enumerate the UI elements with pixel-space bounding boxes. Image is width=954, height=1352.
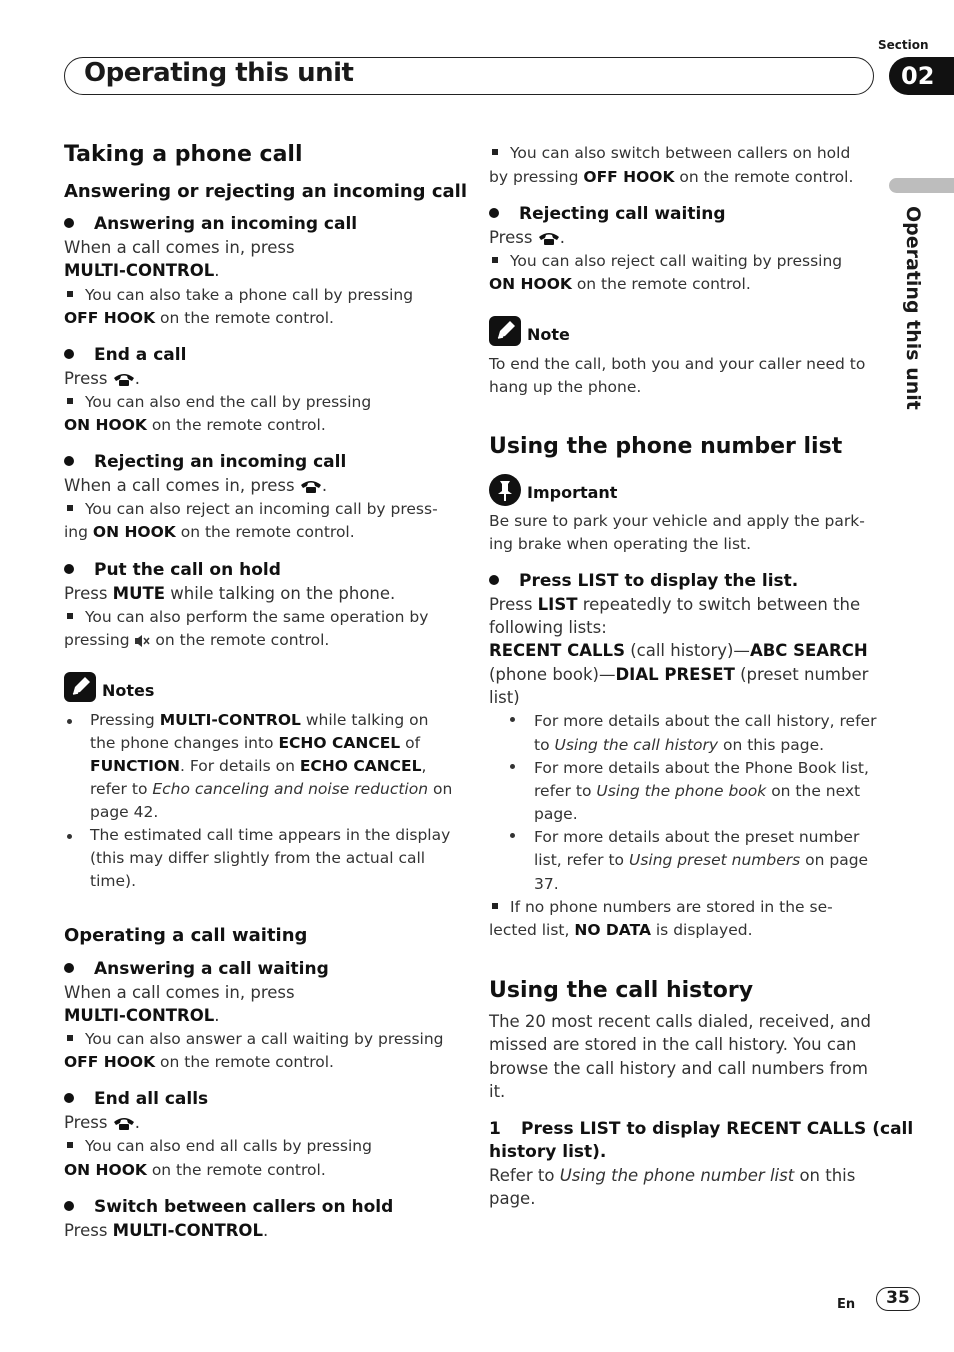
- text-line: page.: [489, 1189, 536, 1208]
- text-line: For more details about the Phone Book list,: [534, 759, 869, 777]
- note-line: lected list, NO DATA is displayed.: [489, 921, 753, 939]
- bullet-dot: [489, 208, 499, 218]
- item-put-on-hold: Put the call on hold: [64, 560, 281, 580]
- bullet-dot: [64, 963, 74, 973]
- item-press-list: Press LIST to display the list.: [489, 571, 798, 591]
- mute-icon: [134, 634, 150, 648]
- text-line: When a call comes in, press: [64, 238, 295, 257]
- text-line: For more details about the preset number: [534, 828, 860, 846]
- text-line: The 20 most recent calls dialed, received, and: [489, 1012, 871, 1031]
- bullet-dot: [64, 456, 74, 466]
- square-bullet: [492, 149, 498, 155]
- section-number: 02: [889, 57, 954, 95]
- square-bullet: [492, 257, 498, 263]
- text-line: (phone book)—DIAL PRESET (preset number: [489, 665, 869, 684]
- text-line: When a call comes in, press: [64, 983, 295, 1002]
- note-line: ing ON HOOK on the remote control.: [64, 523, 355, 541]
- text-line: 37.: [534, 875, 559, 893]
- item-end-call: End a call: [64, 345, 186, 365]
- heading-taking-phone-call: Taking a phone call: [64, 142, 303, 167]
- square-bullet: [67, 1142, 73, 1148]
- text-line: Press .: [64, 1113, 140, 1132]
- text-line: Press .: [64, 369, 140, 388]
- heading-answer-reject: Answering or rejecting an incoming call: [64, 181, 467, 202]
- text-line: MULTI-CONTROL.: [64, 1006, 220, 1025]
- heading-phone-number-list: Using the phone number list: [489, 434, 843, 459]
- note-line: ON HOOK on the remote control.: [64, 416, 326, 434]
- note-line: ON HOOK on the remote control.: [64, 1161, 326, 1179]
- text-line: To end the call, both you and your caller need to: [489, 355, 866, 373]
- phone-icon: [113, 1115, 135, 1131]
- bullet-dot: [64, 218, 74, 228]
- page-title: Operating this unit: [84, 58, 354, 88]
- text-line: list, refer to Using preset numbers on page: [534, 851, 869, 869]
- text-line: page.: [534, 805, 578, 823]
- text-line: missed are stored in the call history. You can: [489, 1035, 857, 1054]
- text-line: refer to Using the phone book on the next: [534, 782, 861, 800]
- text-line: MULTI-CONTROL.: [64, 261, 220, 280]
- note-line: You can also reject call waiting by pressing: [489, 252, 842, 270]
- square-bullet: [67, 613, 73, 619]
- text-line: Press MUTE while talking on the phone.: [64, 584, 396, 603]
- side-tab-marker: [889, 178, 954, 193]
- note-line: You can also answer a call waiting by pressing: [64, 1030, 444, 1048]
- side-section-text: Operating this unit: [902, 206, 924, 410]
- text-line: RECENT CALLS (call history)—ABC SEARCH: [489, 641, 868, 660]
- text-line: hang up the phone.: [489, 378, 642, 396]
- text-line: it.: [489, 1082, 506, 1101]
- bullet-dot: [64, 1093, 74, 1103]
- list-bullet: [510, 759, 515, 777]
- list-bullet: [510, 712, 515, 730]
- item-answer-incoming: Answering an incoming call: [64, 214, 357, 234]
- text-line: Press .: [489, 228, 565, 247]
- bullet-dot: [489, 575, 499, 585]
- text-line: Be sure to park your vehicle and apply the park-: [489, 512, 865, 530]
- note-line: pressing on the remote control.: [64, 631, 330, 649]
- item-answer-waiting: Answering a call waiting: [64, 959, 329, 979]
- step-1: 1 Press LIST to display RECENT CALLS (call: [489, 1119, 914, 1139]
- note-line: OFF HOOK on the remote control.: [64, 1053, 334, 1071]
- list-bullet: [67, 719, 72, 724]
- heading-call-history: Using the call history: [489, 978, 754, 1003]
- important-pin-icon: [489, 474, 521, 506]
- list-bullet: [67, 834, 72, 839]
- note-line: You can also switch between callers on hold: [489, 144, 850, 162]
- text-line: browse the call history and call numbers from: [489, 1059, 868, 1078]
- phone-icon: [300, 478, 322, 494]
- notes-header: Notes: [64, 672, 154, 702]
- text-line: Press MULTI-CONTROL.: [64, 1221, 269, 1240]
- note-line: If no phone numbers are stored in the se-: [489, 898, 833, 916]
- square-bullet: [67, 1035, 73, 1041]
- note-line: You can also take a phone call by pressing: [64, 286, 413, 304]
- bullet-dot: [64, 564, 74, 574]
- text-line: Refer to Using the phone number list on this: [489, 1166, 856, 1185]
- bullet-dot: [64, 349, 74, 359]
- page-number: 35: [876, 1287, 920, 1311]
- phone-icon: [113, 371, 135, 387]
- note-line: ON HOOK on the remote control.: [489, 275, 751, 293]
- list-bullet: [510, 828, 515, 846]
- text-line: For more details about the call history, refer: [534, 712, 877, 730]
- square-bullet: [67, 398, 73, 404]
- item-switch-callers: Switch between callers on hold: [64, 1197, 393, 1217]
- square-bullet: [492, 903, 498, 909]
- note-line: by pressing OFF HOOK on the remote control.: [489, 168, 854, 186]
- text-line: ing brake when operating the list.: [489, 535, 752, 553]
- note-line: You can also end all calls by pressing: [64, 1137, 372, 1155]
- text-line: to Using the call history on this page.: [534, 736, 825, 754]
- square-bullet: [67, 505, 73, 511]
- item-reject-waiting: Rejecting call waiting: [489, 204, 726, 224]
- item-end-all-calls: End all calls: [64, 1089, 208, 1109]
- note-header: Note: [489, 316, 570, 346]
- item-reject-incoming: Rejecting an incoming call: [64, 452, 346, 472]
- note-line: You can also reject an incoming call by press-: [64, 500, 438, 518]
- text-line: Press LIST repeatedly to switch between the: [489, 595, 861, 614]
- phone-icon: [538, 230, 560, 246]
- square-bullet: [67, 291, 73, 297]
- note-line: OFF HOOK on the remote control.: [64, 309, 334, 327]
- text-line: When a call comes in, press .: [64, 476, 328, 495]
- note-pencil-icon: [489, 316, 521, 346]
- step-1-continued: history list).: [489, 1142, 607, 1162]
- important-header: Important: [489, 474, 617, 506]
- note-line: You can also perform the same operation by: [64, 608, 428, 626]
- notes-pencil-icon: [64, 672, 96, 702]
- bullet-dot: [64, 1201, 74, 1211]
- text-line: following lists:: [489, 618, 607, 637]
- language-label: En: [837, 1297, 856, 1312]
- text-line: list): [489, 688, 520, 707]
- section-label: Section: [878, 38, 929, 52]
- heading-call-waiting: Operating a call waiting: [64, 925, 308, 946]
- note-line: You can also end the call by pressing: [64, 393, 371, 411]
